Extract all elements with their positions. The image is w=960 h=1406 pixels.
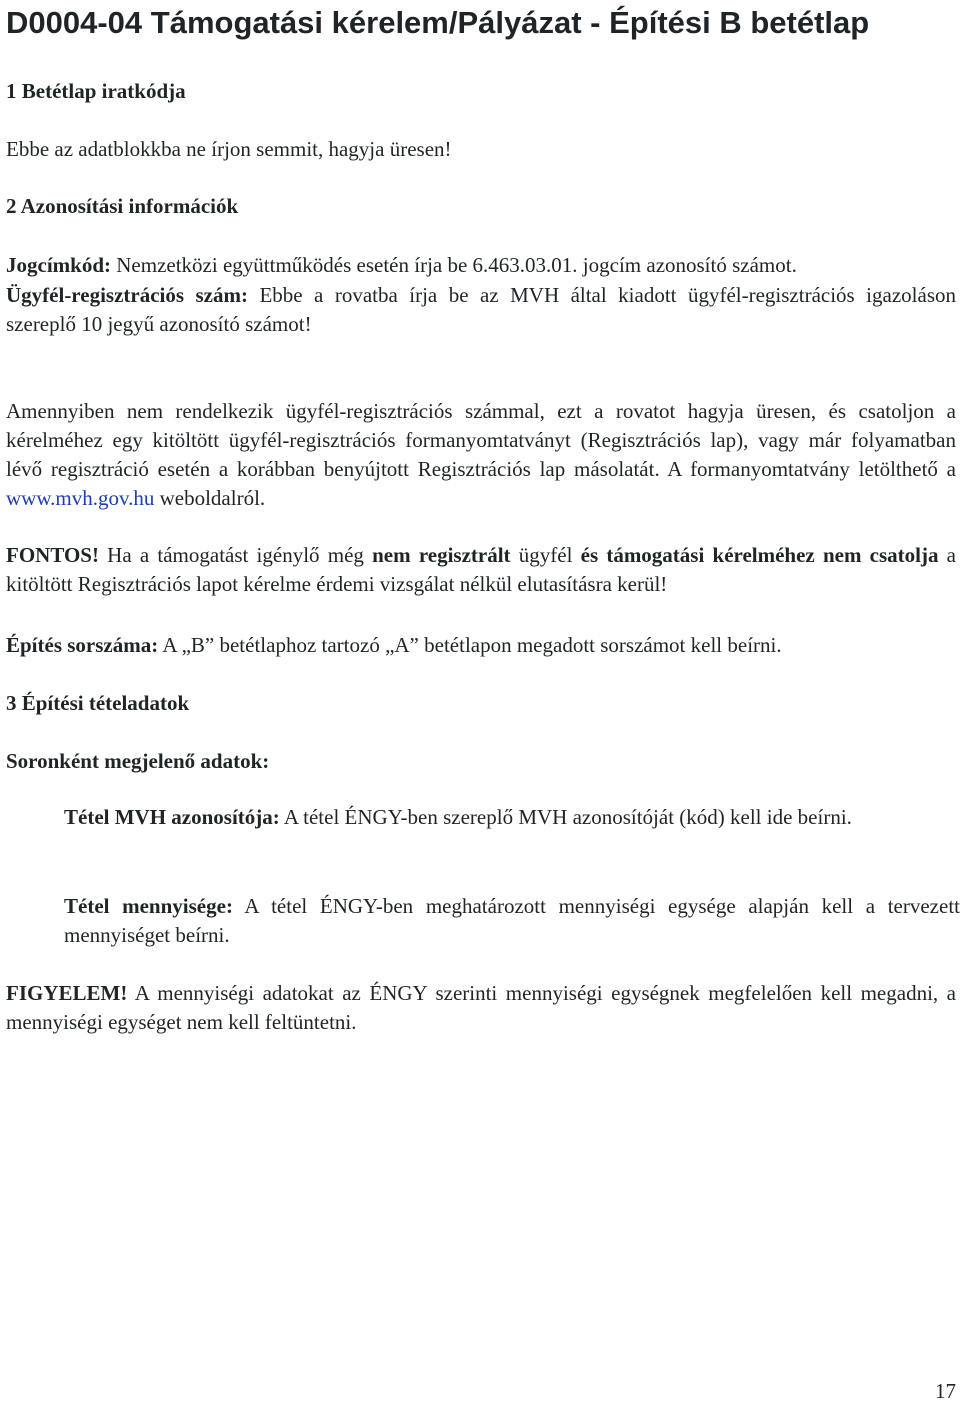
mvh-link[interactable]: www.mvh.gov.hu: [6, 486, 155, 510]
fontos-text-2: ügyfél: [510, 543, 581, 567]
page-title: D0004-04 Támogatási kérelem/Pályázat - Építési B betétlap: [6, 5, 870, 40]
tetel-mvh-label: Tétel MVH azonosítója:: [64, 805, 280, 829]
fontos-paragraph: [6, 541, 956, 599]
fontos-label: FONTOS!: [6, 543, 99, 567]
amennyiben-text: Amennyiben nem rendelkezik ügyfél-regisztrációs számmal, ezt a rovatot hagyja üresen, és csatoljon a kérelméhez egy kitöltött ügyfél-regisztrációs formanyomtatványt (Regisztrációs lap), vagy már folyamatban lévő regisztráció esetén a korábban benyújtott Regisztrációs lap másolatát. A formanyomtatvány letölthető a: [6, 399, 956, 481]
section-1-heading: 1 Betétlap iratkódja: [6, 79, 186, 103]
tetel-mennyiseg-label: Tétel mennyisége:: [64, 894, 233, 918]
jogcimkod-text: Nemzetközi együttműködés esetén írja be 6.463.03.01. jogcím azonosító számot.: [111, 253, 797, 277]
fontos-bold-1: nem regisztrált: [372, 543, 511, 567]
tetel-mennyiseg-paragraph: [64, 892, 960, 950]
epites-paragraph: [6, 632, 782, 658]
section-3-heading: 3 Építési tételadatok: [6, 691, 190, 715]
tetel-mennyiseg-text: A tétel ÉNGY-ben meghatározott mennyiségi egysége alapján kell a tervezett mennyiséget beírni.: [64, 894, 960, 947]
page-number: 17: [935, 1379, 956, 1403]
fontos-text-3: a kitöltött Regisztrációs lapot kérelme érdemi vizsgálat nélkül elutasításra kerül!: [6, 543, 956, 596]
figyelem-paragraph: [6, 979, 956, 1037]
ugyfel-label: Ügyfél-regisztrációs szám:: [6, 283, 248, 307]
tetel-mvh-text: A tétel ÉNGY-ben szereplő MVH azonosítóját (kód) kell ide beírni.: [279, 805, 852, 829]
section-1-text: Ebbe az adatblokkba ne írjon semmit, hagyja üresen!: [6, 137, 452, 161]
figyelem-text: A mennyiségi adatokat az ÉNGY szerinti mennyiségi egységnek megfelelően kell megadni, a mennyiségi egységet nem kell feltüntetni.: [6, 981, 956, 1034]
epites-label: Építés sorszáma:: [6, 633, 159, 657]
tetel-mvh-paragraph: [64, 803, 960, 832]
fontos-bold-2: és támogatási kérelméhez nem csatolja: [580, 543, 939, 567]
section-3-subheading: Soronként megjelenő adatok:: [6, 749, 270, 773]
fontos-text-1: Ha a támogatást igénylő még: [98, 543, 373, 567]
epites-text: A „B” betétlaphoz tartozó „A” betétlapon megadott sorszámot kell beírni.: [158, 633, 782, 657]
jogcimkod-paragraph: [6, 252, 797, 278]
figyelem-label: FIGYELEM!: [6, 981, 128, 1005]
jogcimkod-label: Jogcímkód:: [6, 253, 111, 277]
ugyfel-paragraph: [6, 281, 956, 339]
amennyiben-end: weboldalról.: [154, 486, 266, 510]
amennyiben-paragraph: [6, 397, 956, 513]
ugyfel-text: Ebbe a rovatba írja be az MVH által kiadott ügyfél-regisztrációs igazoláson szereplő 10 jegyű azonosító számot!: [6, 283, 956, 336]
section-2-heading: 2 Azonosítási információk: [6, 194, 239, 218]
